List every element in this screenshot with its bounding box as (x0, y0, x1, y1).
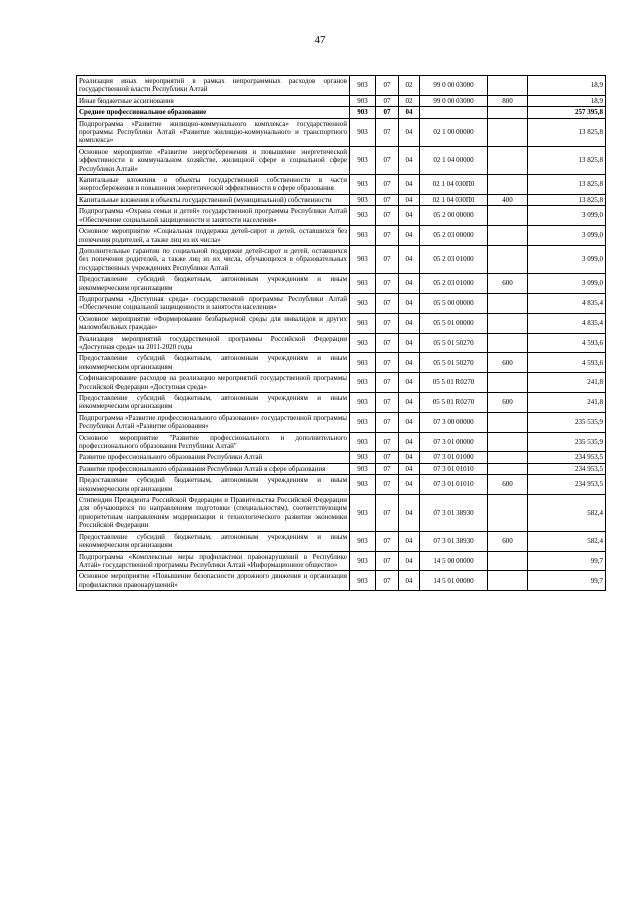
row-grbs-cell: 903 (350, 76, 376, 96)
row-subsection-cell: 04 (399, 293, 420, 313)
row-amount-cell: 4 835,4 (528, 313, 606, 333)
table-row (77, 118, 606, 146)
row-amount-cell: 13 825,8 (528, 118, 606, 146)
table-row (77, 245, 606, 273)
row-grbs-cell: 903 (350, 373, 376, 393)
row-subsection-cell: 04 (399, 175, 420, 195)
row-grbs-cell: 903 (350, 412, 376, 432)
row-subsection-cell: 04 (399, 373, 420, 393)
row-target-article-cell: 02 1 04 00000 (420, 146, 488, 174)
row-section-cell: 07 (376, 393, 399, 413)
table-row (77, 373, 606, 393)
table-row (77, 412, 606, 432)
row-name-cell: Основное мероприятие «Развитие энергосбережения и повышение энергетической эффективности в коммунальном хозяйстве, жилищной сфере и социальной сфере Республики Алтай» (77, 146, 350, 174)
row-section-cell: 07 (376, 76, 399, 96)
row-grbs-cell: 903 (350, 313, 376, 333)
row-name-cell: Реализация мероприятий государственной программы Российской Федерации «Доступная среда» на 2011-2020 годы (77, 333, 350, 353)
row-name-cell: Подпрограмма «Развитие жилищно-коммунального комплекса» государственной программы Республики Алтай «Развитие жилищно-коммунального и транспортного комплекса» (77, 118, 350, 146)
row-expense-type-cell (488, 452, 528, 463)
row-grbs-cell: 903 (350, 107, 376, 118)
table-row (77, 432, 606, 452)
table-row (77, 333, 606, 353)
row-expense-type-cell (488, 118, 528, 146)
row-grbs-cell: 903 (350, 274, 376, 294)
row-name-cell: Среднее профессиональное образование (77, 107, 350, 118)
row-amount-cell: 257 395,8 (528, 107, 606, 118)
row-subsection-cell: 04 (399, 432, 420, 452)
row-name-cell: Подпрограмма «Комплексные меры профилактики правонарушений в Республике Алтай» государственной программы Республики Алтай «Информационное общество» (77, 551, 350, 571)
row-section-cell: 07 (376, 452, 399, 463)
table-row (77, 95, 606, 106)
budget-table-body (77, 76, 606, 591)
row-expense-type-cell (488, 333, 528, 353)
table-row (77, 531, 606, 551)
row-name-cell: Предоставление субсидий бюджетным, автономным учреждениям и иным некоммерческим организациям (77, 274, 350, 294)
row-grbs-cell: 903 (350, 118, 376, 146)
row-name-cell: Развитие профессионального образования Республики Алтай в сфере образования (77, 463, 350, 474)
table-row (77, 475, 606, 495)
row-grbs-cell: 903 (350, 95, 376, 106)
row-expense-type-cell (488, 76, 528, 96)
row-section-cell: 07 (376, 531, 399, 551)
row-section-cell: 07 (376, 353, 399, 373)
row-grbs-cell: 903 (350, 245, 376, 273)
row-expense-type-cell (488, 551, 528, 571)
row-section-cell: 07 (376, 432, 399, 452)
row-name-cell: Капитальные вложения в объекты государственной (муниципальной) собственности (77, 194, 350, 205)
row-name-cell: Иные бюджетные ассигнования (77, 95, 350, 106)
row-name-cell: Предоставление субсидий бюджетным, автономным учреждениям и иным некоммерческим организациям (77, 531, 350, 551)
row-subsection-cell: 04 (399, 226, 420, 246)
row-target-article-cell: 05 2 00 00000 (420, 206, 488, 226)
row-section-cell: 07 (376, 175, 399, 195)
row-target-article-cell: 07 3 01 01010 (420, 463, 488, 474)
row-section-cell: 07 (376, 95, 399, 106)
row-subsection-cell: 04 (399, 531, 420, 551)
row-target-article-cell: 02 1 04 030П0 (420, 175, 488, 195)
row-expense-type-cell (488, 412, 528, 432)
row-section-cell: 07 (376, 245, 399, 273)
table-row (77, 274, 606, 294)
row-section-cell: 07 (376, 551, 399, 571)
row-section-cell: 07 (376, 333, 399, 353)
row-grbs-cell: 903 (350, 475, 376, 495)
row-target-article-cell: 05 5 01 R0270 (420, 373, 488, 393)
row-grbs-cell: 903 (350, 571, 376, 591)
row-target-article-cell: 14 5 01 00000 (420, 571, 488, 591)
row-subsection-cell: 04 (399, 495, 420, 532)
page-number: 47 (314, 34, 326, 46)
row-expense-type-cell (488, 313, 528, 333)
row-grbs-cell: 903 (350, 175, 376, 195)
row-amount-cell: 234 953,5 (528, 463, 606, 474)
row-grbs-cell: 903 (350, 206, 376, 226)
row-target-article-cell: 05 5 01 50270 (420, 353, 488, 373)
row-section-cell: 07 (376, 495, 399, 532)
row-subsection-cell: 04 (399, 551, 420, 571)
row-subsection-cell: 04 (399, 571, 420, 591)
row-target-article-cell: 05 5 01 50270 (420, 333, 488, 353)
row-name-cell: Софинансирование расходов на реализацию мероприятий государственной программы Российской Федерации «Доступная среда» (77, 373, 350, 393)
row-name-cell: Предоставление субсидий бюджетным, автономным учреждениям и иным некоммерческим организациям (77, 475, 350, 495)
row-amount-cell: 234 953,5 (528, 452, 606, 463)
row-expense-type-cell (488, 432, 528, 452)
row-amount-cell: 4 835,4 (528, 293, 606, 313)
row-section-cell: 07 (376, 226, 399, 246)
row-expense-type-cell: 600 (488, 353, 528, 373)
row-amount-cell: 3 099,0 (528, 274, 606, 294)
row-name-cell: Реализация иных мероприятий в рамках непрограммных расходов органов государственной власти Республики Алтай (77, 76, 350, 96)
row-grbs-cell: 903 (350, 432, 376, 452)
row-section-cell: 07 (376, 146, 399, 174)
row-target-article-cell: 05 5 00 00000 (420, 293, 488, 313)
row-section-cell: 07 (376, 293, 399, 313)
table-row (77, 393, 606, 413)
row-subsection-cell: 04 (399, 475, 420, 495)
row-amount-cell: 4 593,6 (528, 333, 606, 353)
row-subsection-cell: 02 (399, 76, 420, 96)
row-section-cell: 07 (376, 107, 399, 118)
row-expense-type-cell (488, 463, 528, 474)
row-grbs-cell: 903 (350, 463, 376, 474)
row-amount-cell: 13 825,8 (528, 194, 606, 205)
row-amount-cell: 3 099,0 (528, 226, 606, 246)
row-target-article-cell: 07 3 01 38930 (420, 495, 488, 532)
row-target-article-cell: 07 3 01 38930 (420, 531, 488, 551)
table-row (77, 293, 606, 313)
row-section-cell: 07 (376, 313, 399, 333)
row-name-cell: Дополнительные гарантии по социальной поддержке детей-сирот и детей, оставшихся без попечения родителей, а также лиц из их числа, обучающихся в образовательных государственных учреждениях Республики Алтай (77, 245, 350, 273)
row-expense-type-cell (488, 571, 528, 591)
row-grbs-cell: 903 (350, 194, 376, 205)
row-target-article-cell: 05 2 03 01000 (420, 245, 488, 273)
row-grbs-cell: 903 (350, 551, 376, 571)
row-grbs-cell: 903 (350, 495, 376, 532)
table-row (77, 495, 606, 532)
row-subsection-cell: 04 (399, 146, 420, 174)
row-expense-type-cell: 400 (488, 194, 528, 205)
row-name-cell: Основное мероприятие "Развитие профессионального и дополнительного профессионального образования Республики Алтай" (77, 432, 350, 452)
row-section-cell: 07 (376, 274, 399, 294)
table-row (77, 76, 606, 96)
row-expense-type-cell: 600 (488, 531, 528, 551)
row-amount-cell: 3 099,0 (528, 245, 606, 273)
row-expense-type-cell: 600 (488, 393, 528, 413)
row-target-article-cell (420, 107, 488, 118)
row-section-cell: 07 (376, 206, 399, 226)
row-target-article-cell: 05 5 01 R0270 (420, 393, 488, 413)
row-expense-type-cell (488, 495, 528, 532)
row-expense-type-cell (488, 373, 528, 393)
row-target-article-cell: 05 5 01 00000 (420, 313, 488, 333)
row-target-article-cell: 99 0 00 03000 (420, 76, 488, 96)
row-target-article-cell: 07 3 01 00000 (420, 432, 488, 452)
row-target-article-cell: 07 3 01 01010 (420, 475, 488, 495)
row-expense-type-cell (488, 146, 528, 174)
table-row (77, 175, 606, 195)
row-expense-type-cell (488, 226, 528, 246)
row-section-cell: 07 (376, 412, 399, 432)
row-grbs-cell: 903 (350, 531, 376, 551)
table-row (77, 551, 606, 571)
row-amount-cell: 582,4 (528, 531, 606, 551)
row-grbs-cell: 903 (350, 226, 376, 246)
row-grbs-cell: 903 (350, 333, 376, 353)
row-amount-cell: 18,9 (528, 76, 606, 96)
row-subsection-cell: 04 (399, 245, 420, 273)
row-amount-cell: 235 535,9 (528, 432, 606, 452)
row-subsection-cell: 04 (399, 107, 420, 118)
row-expense-type-cell (488, 206, 528, 226)
row-amount-cell: 4 593,6 (528, 353, 606, 373)
row-subsection-cell: 04 (399, 274, 420, 294)
row-name-cell: Подпрограмма «Доступная среда» государственной программы Республики Алтай «Обеспечение социальной защищенности и занятости населения» (77, 293, 350, 313)
row-expense-type-cell: 800 (488, 95, 528, 106)
row-amount-cell: 234 953,5 (528, 475, 606, 495)
table-row (77, 353, 606, 373)
row-subsection-cell: 04 (399, 206, 420, 226)
row-subsection-cell: 04 (399, 412, 420, 432)
row-section-cell: 07 (376, 463, 399, 474)
row-subsection-cell: 04 (399, 194, 420, 205)
row-section-cell: 07 (376, 373, 399, 393)
row-target-article-cell: 14 5 00 00000 (420, 551, 488, 571)
row-target-article-cell: 05 2 03 00000 (420, 226, 488, 246)
row-grbs-cell: 903 (350, 353, 376, 373)
row-target-article-cell: 07 3 01 01000 (420, 452, 488, 463)
row-target-article-cell: 99 0 00 03000 (420, 95, 488, 106)
row-grbs-cell: 903 (350, 146, 376, 174)
row-expense-type-cell (488, 245, 528, 273)
row-section-cell: 07 (376, 475, 399, 495)
row-name-cell: Развитие профессионального образования Республики Алтай (77, 452, 350, 463)
table-row (77, 206, 606, 226)
row-name-cell: Предоставление субсидий бюджетным, автономным учреждениям и иным некоммерческим организациям (77, 393, 350, 413)
row-name-cell: Основное мероприятие «Повышение безопасности дорожного движения и организация профилактики правонарушений» (77, 571, 350, 591)
table-row (77, 194, 606, 205)
row-amount-cell: 99,7 (528, 571, 606, 591)
row-section-cell: 07 (376, 118, 399, 146)
row-grbs-cell: 903 (350, 452, 376, 463)
row-target-article-cell: 02 1 04 030П0 (420, 194, 488, 205)
row-name-cell: Подпрограмма «Охрана семьи и детей» государственной программы Республики Алтай «Обеспечение социальной защищенности и занятости населения» (77, 206, 350, 226)
table-row (77, 571, 606, 591)
table-row (77, 146, 606, 174)
row-subsection-cell: 04 (399, 452, 420, 463)
table-row (77, 452, 606, 463)
row-target-article-cell: 07 3 00 00000 (420, 412, 488, 432)
row-subsection-cell: 04 (399, 118, 420, 146)
row-subsection-cell: 02 (399, 95, 420, 106)
row-amount-cell: 235 535,9 (528, 412, 606, 432)
row-name-cell: Стипендии Президента Российской Федерации и Правительства Российской Федерации для обучающихся по направлениям подготовки (специальностям), соответствующим приоритетным направлениям модернизации и технологического развития экономики Российской Федерации (77, 495, 350, 532)
row-section-cell: 07 (376, 194, 399, 205)
row-amount-cell: 582,4 (528, 495, 606, 532)
row-expense-type-cell (488, 293, 528, 313)
row-subsection-cell: 04 (399, 353, 420, 373)
row-target-article-cell: 02 1 00 00000 (420, 118, 488, 146)
row-amount-cell: 3 099,0 (528, 206, 606, 226)
row-expense-type-cell (488, 175, 528, 195)
row-name-cell: Подпрограмма «Развитие профессионального образования» государственной программы Республики Алтай «Развитие образования» (77, 412, 350, 432)
row-amount-cell: 13 825,8 (528, 175, 606, 195)
row-amount-cell: 241,8 (528, 373, 606, 393)
table-row (77, 313, 606, 333)
row-amount-cell: 99,7 (528, 551, 606, 571)
row-amount-cell: 18,9 (528, 95, 606, 106)
row-subsection-cell: 04 (399, 393, 420, 413)
row-grbs-cell: 903 (350, 293, 376, 313)
row-grbs-cell: 903 (350, 393, 376, 413)
row-expense-type-cell: 600 (488, 274, 528, 294)
table-row (77, 463, 606, 474)
row-section-cell: 07 (376, 571, 399, 591)
row-subsection-cell: 04 (399, 313, 420, 333)
row-subsection-cell: 04 (399, 333, 420, 353)
budget-table (76, 75, 606, 591)
row-amount-cell: 241,8 (528, 393, 606, 413)
row-expense-type-cell: 600 (488, 475, 528, 495)
row-name-cell: Основное мероприятие «Социальная поддержка детей-сирот и детей, оставшихся без попечения родителей, а также лиц из их числа» (77, 226, 350, 246)
row-expense-type-cell (488, 107, 528, 118)
row-name-cell: Капитальные вложения в объекты государственной собственности в части энергосбережения и повышения энергетической эффективности в сфере образования (77, 175, 350, 195)
row-target-article-cell: 05 2 03 01000 (420, 274, 488, 294)
row-name-cell: Основное мероприятие «Формирование безбарьерной среды для инвалидов и других маломобильных граждан» (77, 313, 350, 333)
table-row (77, 226, 606, 246)
row-name-cell: Предоставление субсидий бюджетным, автономным учреждениям и иным некоммерческим организациям (77, 353, 350, 373)
row-amount-cell: 13 825,8 (528, 146, 606, 174)
row-subsection-cell: 04 (399, 463, 420, 474)
table-row (77, 107, 606, 118)
